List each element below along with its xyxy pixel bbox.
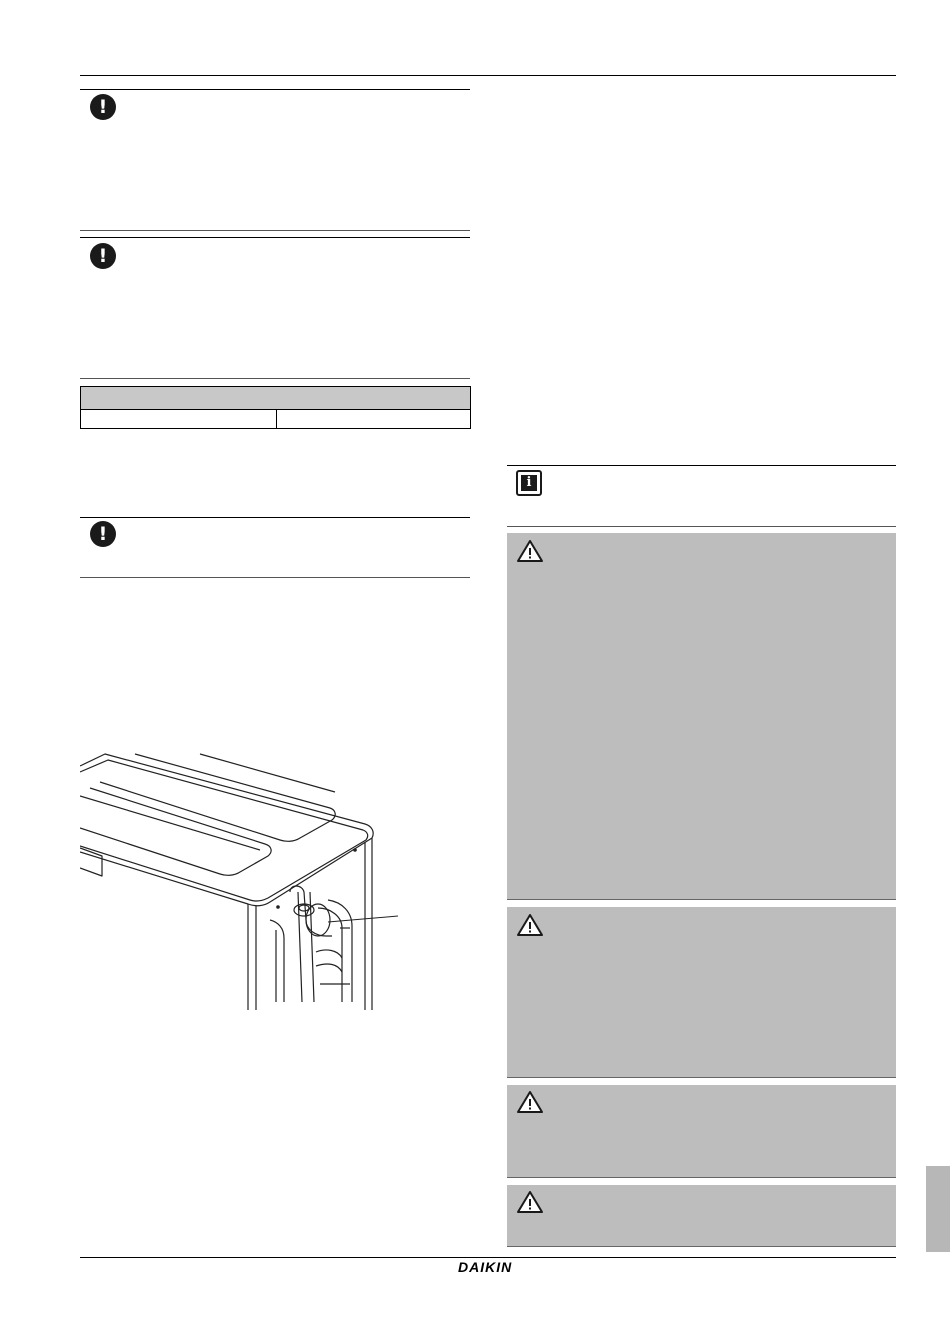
notice-1-bottom-rule — [80, 230, 470, 231]
info-top-rule — [507, 465, 896, 466]
warning-triangle-icon — [516, 1090, 544, 1114]
warning-triangle-icon — [516, 913, 544, 937]
notice-3-top-rule — [80, 517, 470, 518]
notice-1-top-rule — [80, 89, 470, 90]
warning-triangle-icon — [516, 1190, 544, 1214]
header-rule — [80, 75, 896, 76]
data-table — [80, 386, 471, 429]
warning-box-3 — [507, 1085, 896, 1178]
warning-triangle-icon — [516, 539, 544, 563]
warning-box-2 — [507, 907, 896, 1078]
exclamation-circle-icon: ! — [90, 94, 116, 120]
warning-box-4 — [507, 1185, 896, 1247]
exclamation-circle-icon: ! — [90, 243, 116, 269]
outdoor-unit-illustration — [80, 752, 400, 1010]
table-cell-1 — [81, 410, 277, 428]
notice-2-top-rule — [80, 237, 470, 238]
table-header-row — [81, 387, 470, 410]
footer-rule — [80, 1257, 896, 1258]
table-cell-2 — [277, 410, 471, 428]
notice-3-bottom-rule — [80, 577, 470, 578]
exclamation-circle-icon: ! — [90, 521, 116, 547]
info-bottom-rule — [507, 526, 896, 527]
notice-2-bottom-rule — [80, 378, 470, 379]
information-square-icon: i — [516, 470, 542, 496]
section-tab-marker — [926, 1166, 950, 1252]
warning-box-1 — [507, 533, 896, 900]
daikin-logo: DAIKIN — [458, 1259, 513, 1275]
